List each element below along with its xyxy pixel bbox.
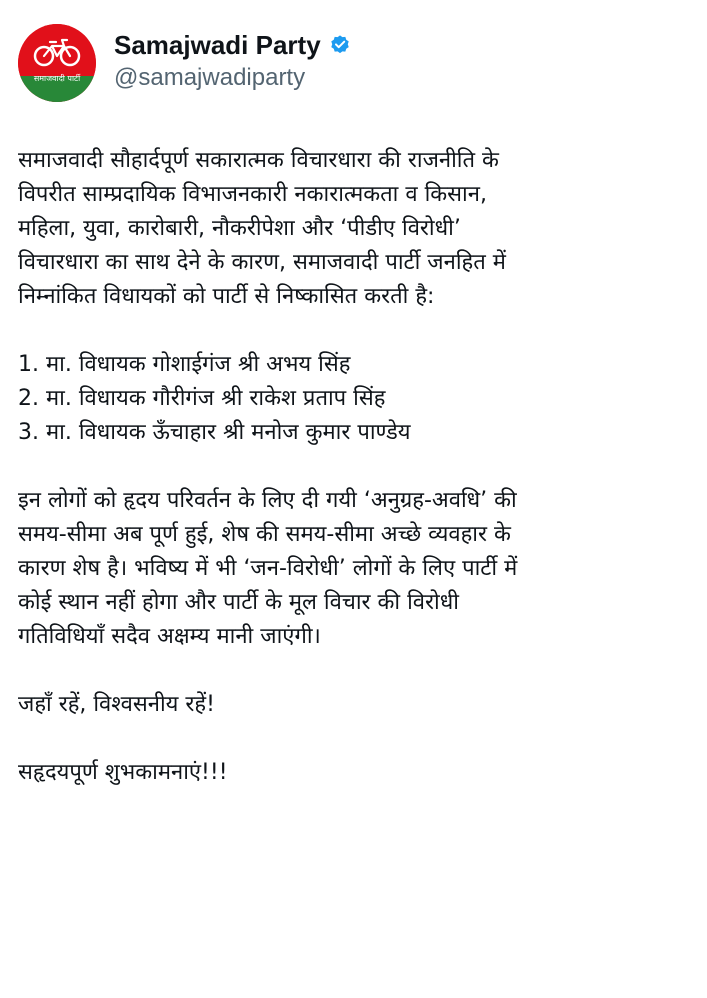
expelled-mla-list	[18, 348, 698, 450]
name-row	[114, 30, 351, 60]
post-header	[18, 24, 688, 104]
display-name[interactable]: Samajwadi Party	[114, 30, 321, 60]
post-closing: सहृदयपूर्ण शुभकामनाएं!!!	[18, 760, 228, 785]
post-third-paragraph: जहाँ रहें, विश्वसनीय रहें!	[18, 692, 215, 717]
list-item: 3. मा. विधायक ऊँचाहार श्री मनोज कुमार पाण्डेय	[18, 420, 411, 445]
post-intro-paragraph: समाजवादी सौहार्दपूर्ण सकारात्मक विचारधारा की राजनीति के विपरीत साम्प्रदायिक विभाजनकारी नकारात्मकता व किसान, महिला, युवा, कारोबारी, नौकरीपेशा और ‘पीडीए विरोधी’ विचारधारा का साथ देने के कारण, समाजवादी पार्टी जनहित में निम्नांकित विधायकों को पार्टी से निष्कासित करती है:	[18, 148, 506, 309]
handle[interactable]: @samajwadiparty	[114, 64, 306, 91]
post-body	[18, 144, 698, 790]
verified-badge-icon	[329, 34, 351, 56]
avatar-text: समाजवादी पार्टी	[33, 74, 81, 83]
post-second-paragraph: इन लोगों को हृदय परिवर्तन के लिए दी गयी ‘अनुग्रह-अवधि’ की समय-सीमा अब पूर्ण हुई, शेष की समय-सीमा अच्छे व्यवहार के कारण शेष है। भविष्य में भी ‘जन-विरोधी’ लोगों के लिए पार्टी में कोई स्थान नहीं होगा और पार्टी के मूल विचार की विरोधी गतिविधियाँ सदैव अक्षम्य मानी जाएंगी।	[18, 488, 518, 649]
bicycle-icon	[18, 24, 96, 102]
avatar[interactable]	[18, 24, 96, 102]
list-item: 1. मा. विधायक गोशाईगंज श्री अभय सिंह	[18, 352, 351, 377]
list-item: 2. मा. विधायक गौरीगंज श्री राकेश प्रताप सिंह	[18, 386, 386, 411]
